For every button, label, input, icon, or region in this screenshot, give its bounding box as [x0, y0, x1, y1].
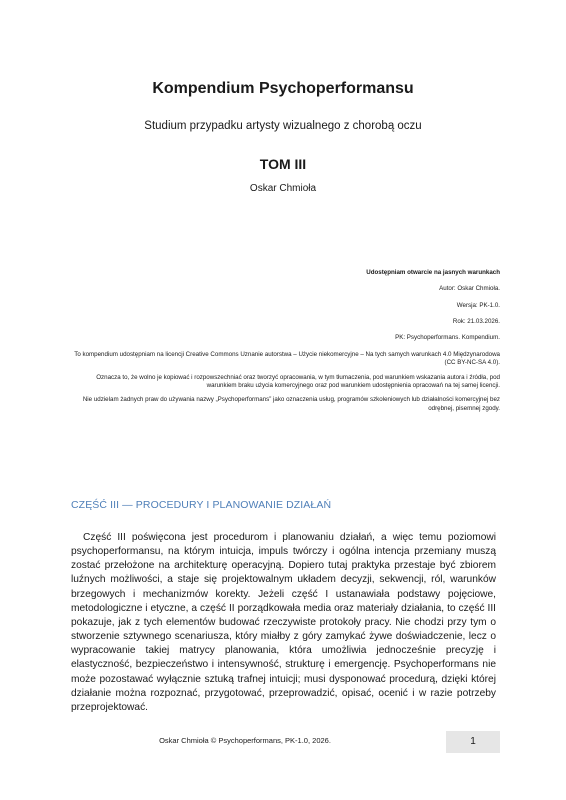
volume-label: TOM III [259, 156, 307, 172]
license-meta-author: Autor: Oskar Chmioła. [439, 285, 500, 293]
author-name: Oskar Chmioła [249, 183, 317, 194]
license-paragraph: To kompendium udostępniam na licencji Creative Commons Uznanie autorstwa – Użycie niekomercyjne – Na tych samych warunkach 4.0 Międzynarodowa (CC BY-NC-SA 4.0). [74, 350, 500, 367]
document-subtitle: Studium przypadku artysty wizualnego z chorobą oczu [144, 120, 422, 132]
license-heading: Udostępniam otwarcie na jasnych warunkach [366, 269, 500, 276]
document-title: Kompendium Psychoperformansu [152, 80, 414, 97]
section-body: Część III poświęcona jest procedurom i planowaniu działań, a więc temu poziomowi psychoperformansu, na którym intuicja, impuls twórczy i ogólna intencja przemiany muszą zostać przełożone na architekturę operacyjną. Dopiero tutaj praktyka przestaje być zbiorem luźnych możliwości, a staje się projektowalnym układem decyzji, sekwencji, ról, warunków brzegowych i mechanizmów korekty. Jeżeli część I ustanawiała podstawy pojęciowe, metodologiczne i etyczne, a część II porządkowała media oraz materiały działania, to część III pokazuje, jak z tych elementów budować rzeczywiste protokoły pracy. Nie chodzi przy tym o stworzenie sztywnego scenariusza, który miałby z góry zamykać żywe doświadczenie, lecz o wypracowanie takiej matrycy planowania, która umożliwia jednocześnie precyzję i elastyczność, bezpieczeństwo i intensywność, strukturę i emergencję. Psychoperformans nie może pozostawać wyłącznie sztuką trafnej intuicji; musi dysponować procedurą, dzięki której działanie można rozpoznać, przygotować, przeprowadzić, opisać, ocenić i w razie potrzeby przeprojektować. [71, 532, 496, 713]
license-meta-year: Rok: 21.03.2026. [452, 318, 500, 326]
license-meta-version: Wersja: PK-1.0. [456, 301, 500, 309]
page-footer [70, 731, 500, 753]
footer-text: Oskar Chmioła © Psychoperformans, PK-1.0, 2026. [159, 736, 331, 745]
license-block [70, 269, 500, 419]
section-heading: CZĘŚĆ III — PROCEDURY I PLANOWANIE DZIAŁAŃ [71, 499, 332, 511]
license-meta-pk: PK: Psychoperformans. Kompendium. [395, 334, 500, 342]
page-number: 1 [446, 731, 500, 753]
license-paragraph: Nie udzielam żadnych praw do używania nazwy „Psychoperformans” jako oznaczenia usług, programów szkoleniowych lub działalności komercyjnej bez odrębnej, pisemnej zgody. [82, 396, 500, 412]
license-paragraph: Oznacza to, że wolno je kopiować i rozpowszechniać oraz tworzyć opracowania, w tym tłumaczenia, pod warunkiem wskazania autora i źródła, pod warunkiem braku użycia komercyjnego oraz pod warunkiem udostępnienia opracowań na tej samej licencji. [96, 373, 500, 389]
